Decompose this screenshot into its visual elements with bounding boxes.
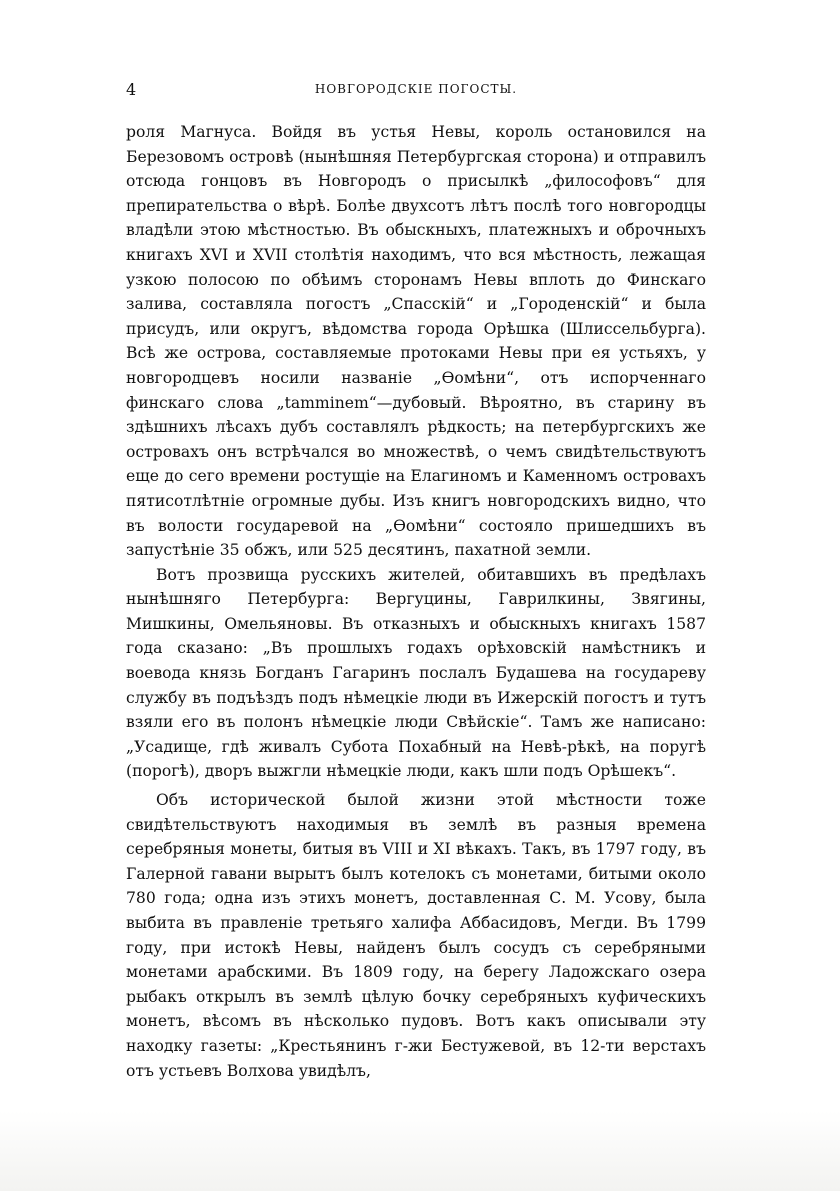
paragraph-nicknames: Вотъ прозвища русскихъ жителей, обитавшихъ въ предѣлахъ нынѣшняго Петербурга: Вергуцины, Гаврилкины, Звягины, Мишкины, Омельяновы. Въ отказныхъ и обыскныхъ книгахъ 1587 года сказано: „Въ прошлыхъ годахъ орѣховскій намѣстникъ и воевода князь Богданъ Гагаринъ послалъ Будашева на государеву службу въ подъѣздъ подъ нѣмецкіе люди въ Ижерскій погостъ и тутъ взяли его въ полонъ нѣмецкіе люди Свѣйскіе“. Тамъ же написано: „Усадище, гдѣ живалъ Субота Похабный на Невѣ-рѣкѣ, на поругѣ (порогѣ), дворъ выжгли нѣмецкіе люди, какъ шли подъ Орѣшекъ“. <box>126 565 706 781</box>
page-header <box>126 80 706 100</box>
page-bottom-shade <box>0 1111 840 1191</box>
running-title: НОВГОРОДСКІЕ ПОГОСТЫ. <box>314 82 518 96</box>
paragraph-continued: роля Магнуса. Войдя въ устья Невы, король остановился на Березовомъ островѣ (нынѣшняя Петербургская сторона) и отправилъ отсюда гонцовъ въ Новгородъ о присылкѣ „философовъ“ для препирательства о вѣрѣ. Болѣе двухсотъ лѣтъ послѣ того новгородцы владѣли этою мѣстностью. Въ обыскныхъ, платежныхъ и оброчныхъ книгахъ XVI и XVII столѣтія находимъ, что вся мѣстность, лежащая узкою полосою по обѣимъ сторонамъ Невы вплоть до Финскаго залива, составляла погостъ „Спасскій“ и „Городенскій“ и была присудъ, или округъ, вѣдомства города Орѣшка (Шлиссельбурга). Всѣ же острова, составляемые протоками Невы при ея устьяхъ, у новгородцевъ носили названіе „Ѳомѣни“, отъ испорченнаго финскаго слова „tamminem“—дубовый. Вѣроятно, въ старину въ здѣшнихъ лѣсахъ дубъ составлялъ рѣдкость; на петербургскихъ же островахъ онъ встрѣчался во множествѣ, о чемъ свидѣтельствуютъ еще до сего времени ростущіе на Елагиномъ и Каменномъ островахъ пятисотлѣтніе огромные дубы. Изъ книгъ новгородскихъ видно, что въ волости государевой на „Ѳомѣни“ состояло пришедшихъ въ запустѣніе 35 обжъ, или 525 десятинъ, пахатной земли. <box>126 123 706 560</box>
page-number: 4 <box>126 80 137 99</box>
body-text <box>126 120 706 1083</box>
paragraph-coins: Объ исторической былой жизни этой мѣстности тоже свидѣтельствуютъ находимыя въ землѣ въ разныя времена серебряныя монеты, битыя въ VIII и XI вѣкахъ. Такъ, въ 1797 году, въ Галерной гавани вырытъ былъ котелокъ съ монетами, битыми около 780 года; одна изъ этихъ монетъ, доставленная С. М. Усову, была выбита въ правленіе третьяго халифа Аббасидовъ, Мегди. Въ 1799 году, при истокѣ Невы, найденъ былъ сосудъ съ серебряными монетами арабскими. Въ 1809 году, на берегу Ладожскаго озера рыбакъ открылъ въ землѣ цѣлую бочку серебряныхъ куфическихъ монетъ, вѣсомъ въ нѣсколько пудовъ. Вотъ какъ описывали эту находку газеты: „Крестьянинъ г-жи Бестужевой, въ 12-ти верстахъ отъ устьевъ Волхова увидѣлъ, <box>126 791 706 1080</box>
